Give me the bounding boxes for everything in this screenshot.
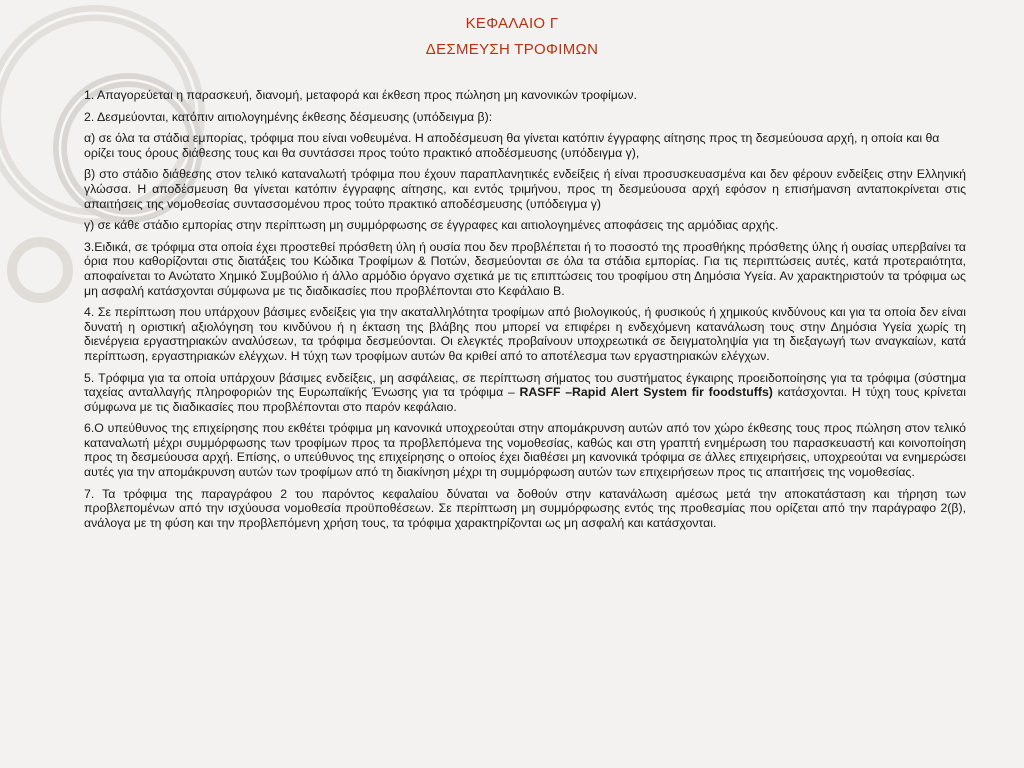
paragraph-2b: β) στο στάδιο διάθεσης στον τελικό καταναλωτή τρόφιμα που έχουν παραπλανητικές ενδείξεις ή είναι προσυσκευασμένα και δεν φέρουν ενδείξεις στην Ελληνική γλώσσα. Η αποδέσμευση θα γίνεται κατόπιν έγγραφης αίτησης, και εντός τριμήνου, προς τη δεσμεύουσα αρχή εφόσον η επισήμανση ανταποκρίνεται στις απαιτήσεις της νομοθεσίας συντασσομένου προς τούτο πρακτικό αποδέσμευσης (υπόδειγμα γ) xyxy=(84,167,966,211)
paragraph-6: 6.Ο υπεύθυνος της επιχείρησης που εκθέτει τρόφιμα μη κανονικά υποχρεούται στην απομάκρυνση αυτών από τον χώρο έκθεσης τους προς πώληση στον τελικό καταναλωτή μέχρι συμμόρφωσης των τροφίμων προς τα προβλεπόμενα της νομοθεσίας, καθώς και στη γραπτή ενημέρωση του παρασκευαστή και κοινοποίηση προς τη δεσμεύουσα αρχή. Επίσης, ο υπεύθυνος της επιχείρησης ο οποίος έχει διαθέσει μη κανονικά τρόφιμα σε άλλες επιχειρήσεις, υποχρεούται να ενημερώσει αυτές για την απομάκρυνση αυτών των τροφίμων από τη διακίνηση μέχρι τη συμμόρφωση αυτών των επιχειρήσεων προς τις απαιτήσεις της νομοθεσίας. xyxy=(84,421,966,480)
paragraph-4: 4. Σε περίπτωση που υπάρχουν βάσιμες ενδείξεις για την ακαταλληλότητα τροφίμων από βιολογικούς, ή φυσικούς ή χημικούς κινδύνους και για τα οποία δεν είναι δυνατή η οριστική αξιολόγηση του κινδύνου ή η έκταση της βλάβης που μπορεί να επιφέρει η ενδεχόμενη κατανάλωση τους στην Δημόσια Υγεία χωρίς τη διενέργεια εργαστηριακών αναλύσεων, τα τρόφιμα δεσμεύονται. Οι ελεγκτές προβαίνουν υποχρεωτικά σε δειγματοληψία για τη διεξαγωγή των αναγκαίων, κατά περίπτωση, εργαστηριακών ελέγχων. Η τύχη των τροφίμων αυτών θα κριθεί από το αποτέλεσμα των εργαστηριακών ελέγχων. xyxy=(84,305,966,363)
paragraph-7: 7. Τα τρόφιμα της παραγράφου 2 του παρόντος κεφαλαίου δύναται να δοθούν στην κατανάλωση αμέσως μετά την αποκατάσταση και τήρηση των προβλεπομένων από την ισχύουσα νομοθεσία προϋποθέσεων. Σε περίπτωση μη συμμόρφωσης εντός της προθεσμίας που ορίζεται από την παράγραφο 2(β), ανάλογα με τη φύση και την προβλεπόμενη χρήση τους, τα τρόφιμα χαρακτηρίζονται ως μη ασφαλή και κατάσχονται. xyxy=(84,486,966,530)
paragraph-5-text-end: κατάσχονται. Η τύχη τους κρίνεται σύμφωνα με τις διαδικασίες που προβλέπονται στο παρόν κεφάλαιο. xyxy=(84,385,966,414)
paragraph-5 xyxy=(84,371,966,415)
paragraph-2c: γ) σε κάθε στάδιο εμπορίας στην περίπτωση μη συμμόρφωσης σε έγγραφες και αιτιολογημένες αποφάσεις της αρμόδιας αρχής. xyxy=(84,218,779,233)
paragraph-5-text-start: 5. Τρόφιμα για τα οποία υπάρχουν βάσιμες ενδείξεις, μη ασφάλειας, σε περίπτωση σήματος του συστήματος έγκαιρης προειδοποίησης για τα τρόφιμα (σύστημα ταχείας ανταλλαγής πληροφοριών της Ευρωπαϊκής Ένωσης για τα τρόφιμα – xyxy=(84,370,966,400)
rasff-name: RASFF –Rapid Alert System fir foodstuffs) xyxy=(519,385,773,400)
paragraph-2: 2. Δεσμεύονται, κατόπιν αιτιολογημένης έκθεσης δέσμευσης (υπόδειγμα β): xyxy=(84,109,493,124)
paragraph-3: 3.Ειδικά, σε τρόφιμα στα οποία έχει προστεθεί πρόσθετη ύλη ή ουσία που δεν προβλέπεται ή το ποσοστό της προσθήκης πρόσθετης ύλης ή ουσίας υπερβαίνει τα όρια που καθορίζονται στις διατάξεις του Κώδικα Τροφίμων & Ποτών, δεσμεύονται σε όλα τα στάδια εμπορίας. Για τις περιπτώσεις αυτές, κατά προτεραιότητα, αποφαίνεται το Ανώτατο Χημικό Συμβούλιο ή άλλο αρμόδιο όργανο σχετικά με τις επιπτώσεις του τροφίμου στη Δημόσια Υγεία. Αν χαρακτηριστούν τα τρόφιμα ως μη ασφαλή κατάσχονται σύμφωνα με τις διαδικασίες που προβλέπονται στο Κεφάλαιο Β. xyxy=(84,239,966,298)
chapter-subtitle: ΔΕΣΜΕΥΣΗ ΤΡΟΦΙΜΩΝ xyxy=(425,41,599,58)
chapter-body xyxy=(84,88,966,537)
paragraph-1: 1. Απαγορεύεται η παρασκευή, διανομή, μεταφορά και έκθεση προς πώληση μη κανονικών τροφίμων. xyxy=(84,88,637,102)
paragraph-2a: α) σε όλα τα στάδια εμπορίας, τρόφιμα που είναι νοθευμένα. Η αποδέσμευση θα γίνεται κατόπιν έγγραφης αίτησης προς τη δεσμεύουσα αρχή, η οποία και θα ορίζει τους όρους διάθεσης τους και θα συντάσσει προς τούτο πρακτικό αποδέσμευσης (υπόδειγμα γ), xyxy=(84,131,940,160)
chapter-title: ΚΕΦΑΛΑΙΟ Γ xyxy=(465,15,559,32)
